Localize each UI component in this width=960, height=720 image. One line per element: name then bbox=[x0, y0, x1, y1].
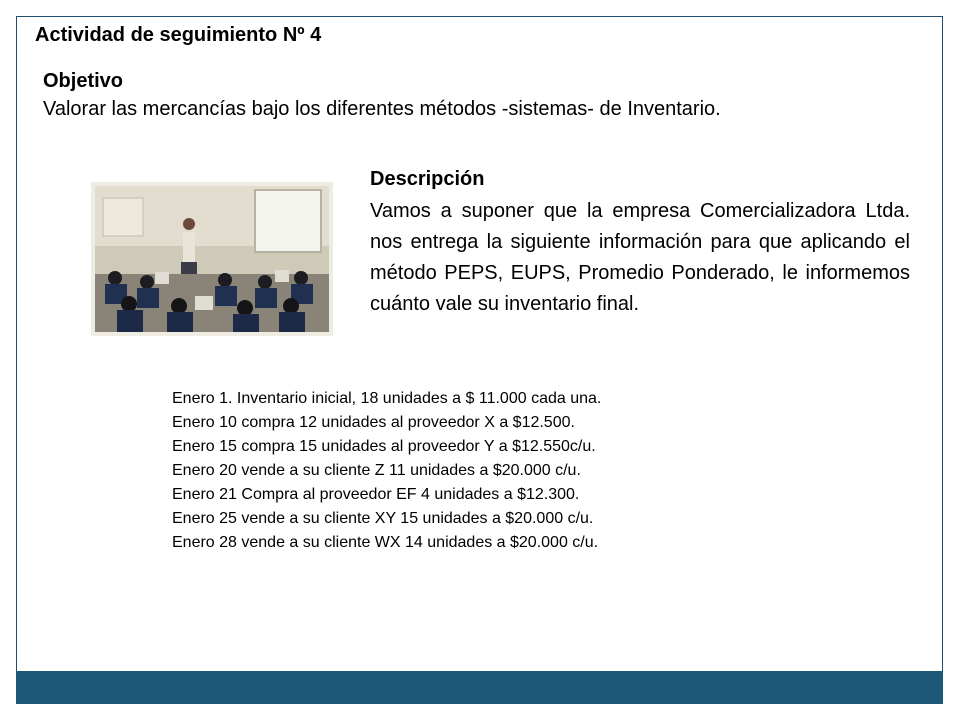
slide-title: Actividad de seguimiento Nº 4 bbox=[35, 24, 322, 46]
description-heading: Descripción bbox=[370, 168, 485, 190]
footer-bar bbox=[16, 671, 943, 704]
objective-heading: Objetivo bbox=[43, 70, 124, 92]
entry-item: Enero 15 compra 15 unidades al proveedor Y a $12.550c/u. bbox=[172, 438, 596, 455]
objective-text: Valorar las mercancías bajo los diferentes métodos -sistemas- de Inventario. bbox=[43, 98, 721, 120]
description-text: Vamos a suponer que la empresa Comercializadora Ltda. nos entrega la siguiente información para que aplicando el método PEPS, EUPS, Promedio Ponderado, le informemos cuánto vale su inventario final. bbox=[370, 200, 910, 315]
classroom-illustration bbox=[95, 186, 329, 332]
entry-item: Enero 21 Compra al proveedor EF 4 unidades a $12.300. bbox=[172, 486, 580, 503]
entry-item: Enero 1. Inventario inicial, 18 unidades a $ 11.000 cada una. bbox=[172, 390, 602, 407]
entry-item: Enero 28 vende a su cliente WX 14 unidades a $20.000 c/u. bbox=[172, 534, 599, 551]
entry-item: Enero 10 compra 12 unidades al proveedor X a $12.500. bbox=[172, 414, 575, 431]
entry-item: Enero 25 vende a su cliente XY 15 unidades a $20.000 c/u. bbox=[172, 510, 594, 527]
entry-item: Enero 20 vende a su cliente Z 11 unidades a $20.000 c/u. bbox=[172, 462, 581, 479]
classroom-photo bbox=[91, 182, 333, 336]
inventory-entries-list bbox=[172, 387, 601, 555]
